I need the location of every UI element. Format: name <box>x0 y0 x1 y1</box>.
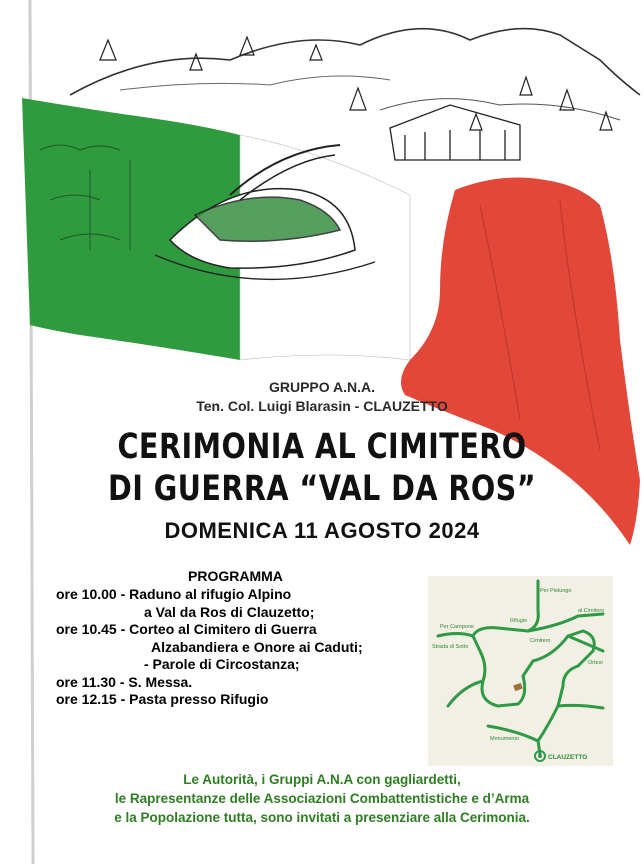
footer-line-1: Le Autorità, i Gruppi A.N.A con gagliardetti, <box>183 772 461 787</box>
map-label-pielungo: Per Pielungo <box>540 588 572 594</box>
page-title <box>58 426 586 510</box>
map-label-rifugio: Rifugio <box>510 618 528 624</box>
program-item <box>56 586 363 604</box>
program-item-cont: a Val da Ros di Clauzetto; <box>144 603 315 620</box>
refuge-shelter <box>390 105 520 160</box>
group-line-2: Ten. Col. Luigi Blarasin - CLAUZETTO <box>196 398 448 414</box>
mountain-outline <box>70 29 640 95</box>
map-label-monumento: Monumento <box>490 736 520 742</box>
program-item-cont: - Parole di Circostanza; <box>144 656 300 672</box>
map-label-strada: Strada di Sotto <box>432 644 469 650</box>
program-heading: PROGRAMMA <box>188 568 283 584</box>
invitation-text <box>0 770 644 827</box>
footer-line-3: e la Popolazione tutta, sono invitati a presenziare alla Cerimonia. <box>114 810 530 825</box>
program-time: ore 12.15 <box>56 691 117 707</box>
program-item <box>56 691 363 709</box>
program-text: - Raduno al rifugio Alpino <box>120 586 292 602</box>
footer-line-2: le Rapresentanze delle Associazioni Combattentistiche e d’Arma <box>114 791 530 806</box>
group-line-1: GRUPPO A.N.A. <box>268 379 376 395</box>
map-label-ortesi: Ortesi <box>588 660 603 666</box>
route-map <box>428 576 613 766</box>
map-label-cimitero: Cimitero <box>530 638 551 644</box>
pine-trees <box>100 37 612 130</box>
program-item-cont: Alzabandiera e Onore ai Caduti; <box>151 638 363 655</box>
program-list <box>56 586 363 709</box>
program-text: - Corteo al Cimitero di Guerra <box>120 621 317 637</box>
event-date: DOMENICA 11 AGOSTO 2024 <box>164 518 480 543</box>
program-item <box>56 621 363 639</box>
group-name <box>0 378 644 416</box>
map-label-clauzetto: CLAUZETTO <box>548 754 588 761</box>
title-line-2: DI GUERRA “VAL DA ROS” <box>107 469 537 509</box>
map-label-cimitero2: al Cimitero <box>578 608 605 614</box>
program-time: ore 10.45 <box>56 621 117 637</box>
map-label-campone: Per Campone <box>440 624 474 630</box>
program-text: - Pasta presso Rifugio <box>120 691 269 707</box>
program-time: ore 11.30 <box>56 673 116 690</box>
program-text: - S. Messa. <box>119 673 193 690</box>
program-time: ore 10.00 <box>56 586 117 602</box>
title-line-1: CERIMONIA AL CIMITERO <box>117 427 527 467</box>
program-item <box>56 674 363 692</box>
